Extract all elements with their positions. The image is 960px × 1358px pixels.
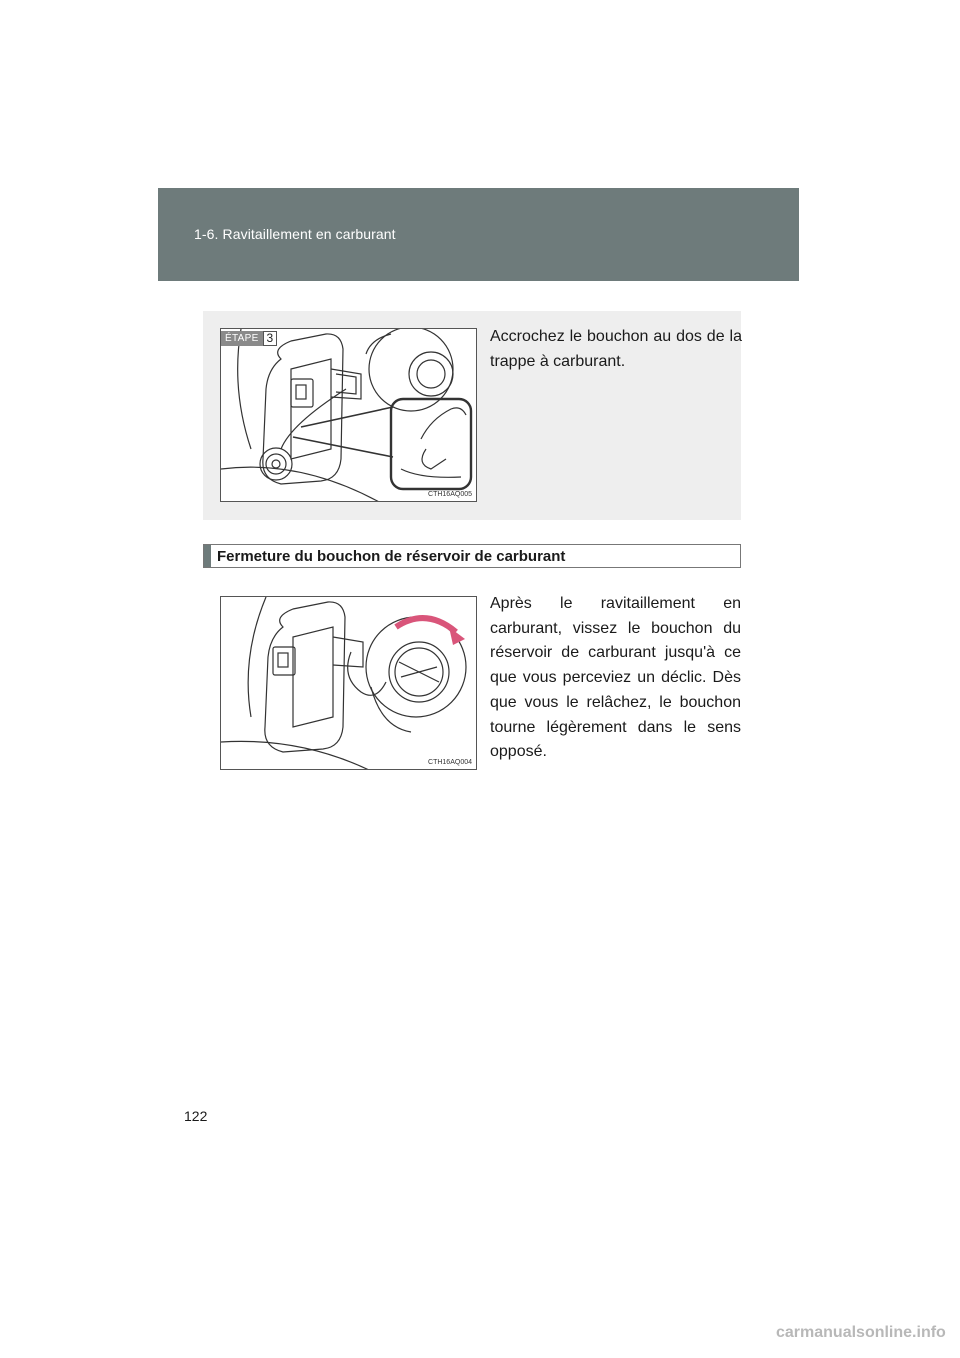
heading-marker	[204, 545, 211, 567]
section-instruction: Après le ravitaillement en carburant, vissez le bouchon du réservoir de carburant jusqu'à ce que vous perceviez un déclic. Dès que vous le relâchez, le bouchon tourne légèrement dans le sens opposé.	[490, 595, 741, 761]
step-instruction: Accrochez le bouchon au dos de la trappe à carburant.	[490, 328, 742, 370]
section-heading	[203, 544, 741, 568]
step-badge-number: 3	[263, 331, 278, 346]
step-badge	[221, 331, 277, 346]
section-heading-text: Fermeture du bouchon de réservoir de carburant	[217, 547, 566, 565]
fuel-door-drawing	[221, 329, 477, 502]
section-breadcrumb: 1-6. Ravitaillement en carburant	[194, 226, 396, 242]
page-number: 122	[184, 1108, 208, 1124]
step-badge-label: ÉTAPE	[221, 331, 263, 346]
page-header	[158, 188, 799, 281]
fuel-cap-hook-illustration	[220, 328, 477, 502]
illustration-code: CTH16AQ004	[428, 759, 472, 766]
watermark: carmanualsonline.info	[776, 1324, 946, 1341]
fuel-cap-closing-illustration	[220, 596, 477, 770]
illustration-code: CTH16AQ005	[428, 491, 472, 498]
fuel-cap-drawing	[221, 597, 477, 770]
